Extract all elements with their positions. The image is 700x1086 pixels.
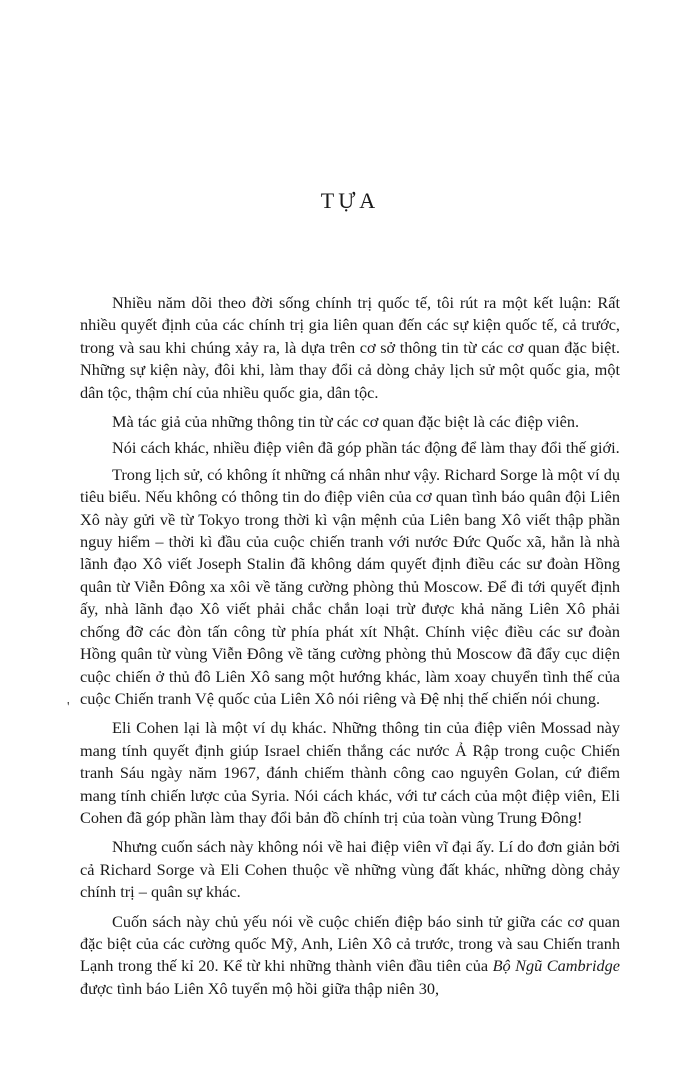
paragraph: Trong lịch sử, có không ít những cá nhân như vậy. Richard Sorge là một ví dụ tiêu biểu. Nếu không có thông tin do điệp viên của cơ quan tình báo quân đội Liên Xô này gửi về từ Tokyo trong thời kì vận mệnh của Liên bang Xô viết thập phần nguy hiểm – thời kì đầu của cuộc chiến tranh với nước Đức Quốc xã, hẳn là nhà lãnh đạo Xô viết Joseph Stalin đã không dám quyết định điều các sư đoàn Hồng quân từ Viễn Đông xa xôi về tăng cường phòng thủ Moscow. Để đi tới quyết định ấy, nhà lãnh đạo Xô viết phải chắc chắn loại trừ được khả năng Liên Xô phải chống đỡ các đòn tấn công từ phía phát xít Nhật. Chính việc điều các sư đoàn Hồng quân từ vùng Viễn Đông về tăng cường phòng thủ Moscow đã đẩy cục diện cuộc chiến ở thủ đô Liên Xô sang một hướng khác, làm xoay chuyển tình thế của cuộc Chiến tranh Vệ quốc của Liên Xô nói riêng và Đệ nhị thế chiến nói chung. xyxy=(80,464,620,708)
paragraph: Mà tác giả của những thông tin từ các cơ quan đặc biệt là các điệp viên. xyxy=(112,412,580,432)
paragraph: Eli Cohen lại là một ví dụ khác. Những thông tin của điệp viên Mossad này mang tính quyết định giúp Israel chiến thắng các nước Ả Rập trong cuộc Chiến tranh Sáu ngày năm 1967, đánh chiếm thành công cao nguyên Golan, cứ điểm mang tính chiến lược của Syria. Nói cách khác, với tư cách của một điệp viên, Eli Cohen đã góp phần làm thay đổi bản đồ chính trị của toàn vùng Trung Đông! xyxy=(80,718,620,827)
body-text xyxy=(80,292,620,1007)
margin-mark: ' xyxy=(67,700,70,715)
page-title: TỰA xyxy=(320,188,380,213)
paragraph: Nói cách khác, nhiều điệp viên đã góp phần tác động để làm thay đổi thế giới. xyxy=(112,438,620,458)
book-title-italic: Bộ Ngũ Cambridge xyxy=(492,956,620,976)
paragraph-text: Cuốn sách này chủ yếu nói về cuộc chiến điệp báo sinh tử giữa các cơ quan đặc biệt của các cường quốc Mỹ, Anh, Liên Xô cả trước, trong và sau Chiến tranh Lạnh trong thế kỉ 20. Kể từ khi những thành viên đầu tiên của xyxy=(80,911,620,976)
paragraph: Nhưng cuốn sách này không nói về hai điệp viên vĩ đại ấy. Lí do đơn giản bởi cả Richard Sorge và Eli Cohen thuộc về những vùng đất khác, những dòng chảy chính trị – quân sự khác. xyxy=(80,837,620,902)
paragraph xyxy=(80,911,620,1001)
paragraph-text: được tình báo Liên Xô tuyển mộ hồi giữa thập niên 30, xyxy=(80,978,440,998)
paragraph: Nhiều năm dõi theo đời sống chính trị quốc tế, tôi rút ra một kết luận: Rất nhiều quyết định của các chính trị gia liên quan đến các sự kiện quốc tế, cả trước, trong và sau khi chúng xảy ra, là dựa trên cơ sở thông tin từ các cơ quan đặc biệt. Những sự kiện này, đôi khi, làm thay đổi cả dòng chảy lịch sử một quốc gia, một dân tộc, thậm chí của nhiều quốc gia, dân tộc. xyxy=(80,293,620,402)
